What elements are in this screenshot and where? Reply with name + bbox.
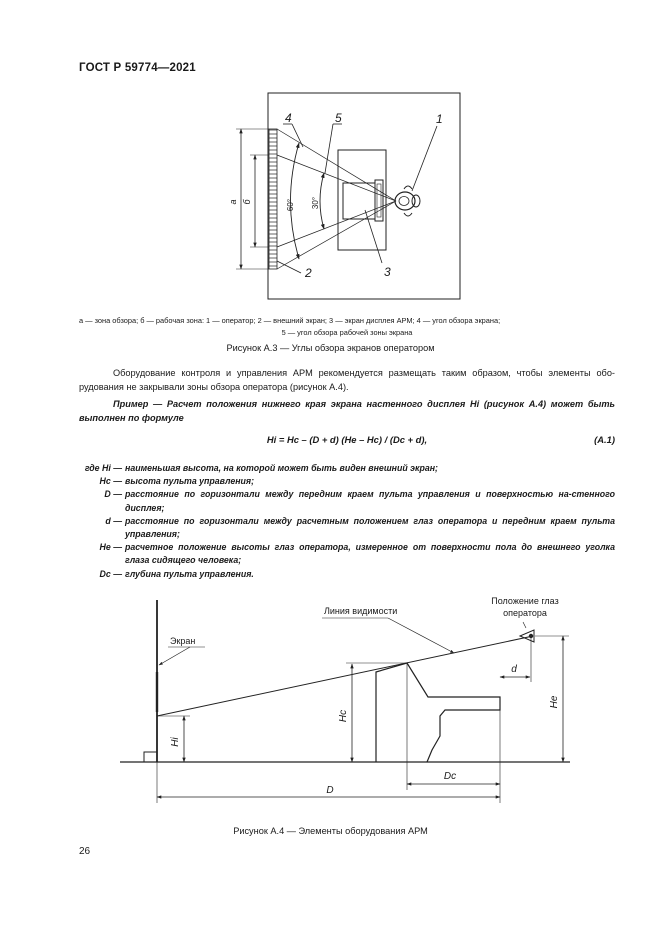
dim-d-label: D bbox=[326, 785, 334, 796]
legend-line-2: 5 — угол обзора рабочей зоны экрана bbox=[281, 328, 413, 338]
dim-d-small-label: d bbox=[511, 664, 517, 675]
figure-a3-legend bbox=[79, 315, 615, 340]
formula: Hi = Hc – (D + d) (He – Hc) / (Dc + d), bbox=[266, 434, 428, 445]
where-item: Dc — глубина пульта управления. bbox=[99, 568, 254, 579]
callout-4: 4 bbox=[285, 111, 292, 125]
angle-arc-30 bbox=[320, 173, 324, 229]
callout-3: 3 bbox=[384, 265, 391, 279]
paragraph: Оборудование контроля и управления АРМ рекомендуется размещать таким образом, чтобы элементы обо-рудования не закрывали зоны обзора оператора (рисунок А.4). bbox=[79, 368, 615, 393]
formula-number: (А.1) bbox=[594, 434, 615, 445]
where-item: D — расстояние по горизонтали между передним краем пульта управления и поверхностью на-стенного дисплея; bbox=[104, 489, 615, 513]
dim-a-label: а bbox=[228, 199, 238, 205]
where-list bbox=[79, 462, 615, 581]
example-text: Пример — Расчет положения нижнего края экрана настенного дисплея Hi (рисунок А.4) может быть выполнен по формуле bbox=[79, 399, 615, 424]
dim-hc-label: Hc bbox=[338, 709, 349, 723]
control-console bbox=[376, 663, 500, 762]
room-frame bbox=[268, 93, 460, 299]
eye-position-label-2: оператора bbox=[503, 608, 547, 618]
dim-b-label: б bbox=[242, 199, 252, 205]
figure-a4-caption: Рисунок А.4 — Элементы оборудования АРМ bbox=[233, 826, 428, 836]
angle-30-label: 30° bbox=[311, 196, 320, 210]
screen-label: Экран bbox=[170, 636, 196, 646]
where-item: He — расчетное положение высоты глаз оператора, измеренное от поверхности пола до внешнего уголка глаза сидящего человека; bbox=[99, 542, 615, 566]
eye-position-label-1: Положение глаз bbox=[491, 596, 559, 606]
figure-a3 bbox=[0, 0, 661, 320]
sight-line bbox=[157, 636, 533, 716]
document-id: ГОСТ Р 59774—2021 bbox=[79, 62, 196, 74]
sight-line-label: Линия видимости bbox=[324, 606, 398, 616]
eye-icon bbox=[520, 630, 534, 642]
page-number: 26 bbox=[79, 846, 91, 857]
callout-1: 1 bbox=[436, 112, 443, 126]
operator-icon bbox=[395, 186, 420, 216]
figure-a4 bbox=[0, 590, 661, 815]
external-screen bbox=[269, 129, 277, 269]
callout-2: 2 bbox=[305, 266, 312, 280]
dim-he-label: He bbox=[549, 695, 560, 709]
callout-5: 5 bbox=[335, 111, 342, 125]
legend-line-1: а — зона обзора; б — рабочая зона: 1 — оператор; 2 — внешний экран; 3 — экран дисплея АРМ; 4 — угол обзора экрана; bbox=[79, 316, 501, 325]
where-item: Hc — высота пульта управления; bbox=[99, 476, 255, 487]
dim-dc-label: Dc bbox=[443, 771, 457, 782]
where-item: где Hi — наименьшая высота, на которой может быть виден внешний экран; bbox=[84, 463, 438, 473]
where-item: d — расстояние по горизонтали между расчетным положением глаз оператора и передним краем пульта управления; bbox=[105, 515, 615, 540]
dim-hi-label: Hi bbox=[170, 737, 181, 747]
figure-a3-caption: Рисунок А.3 — Углы обзора экранов оператором bbox=[226, 343, 435, 353]
angle-60-label: 60° bbox=[286, 198, 295, 212]
